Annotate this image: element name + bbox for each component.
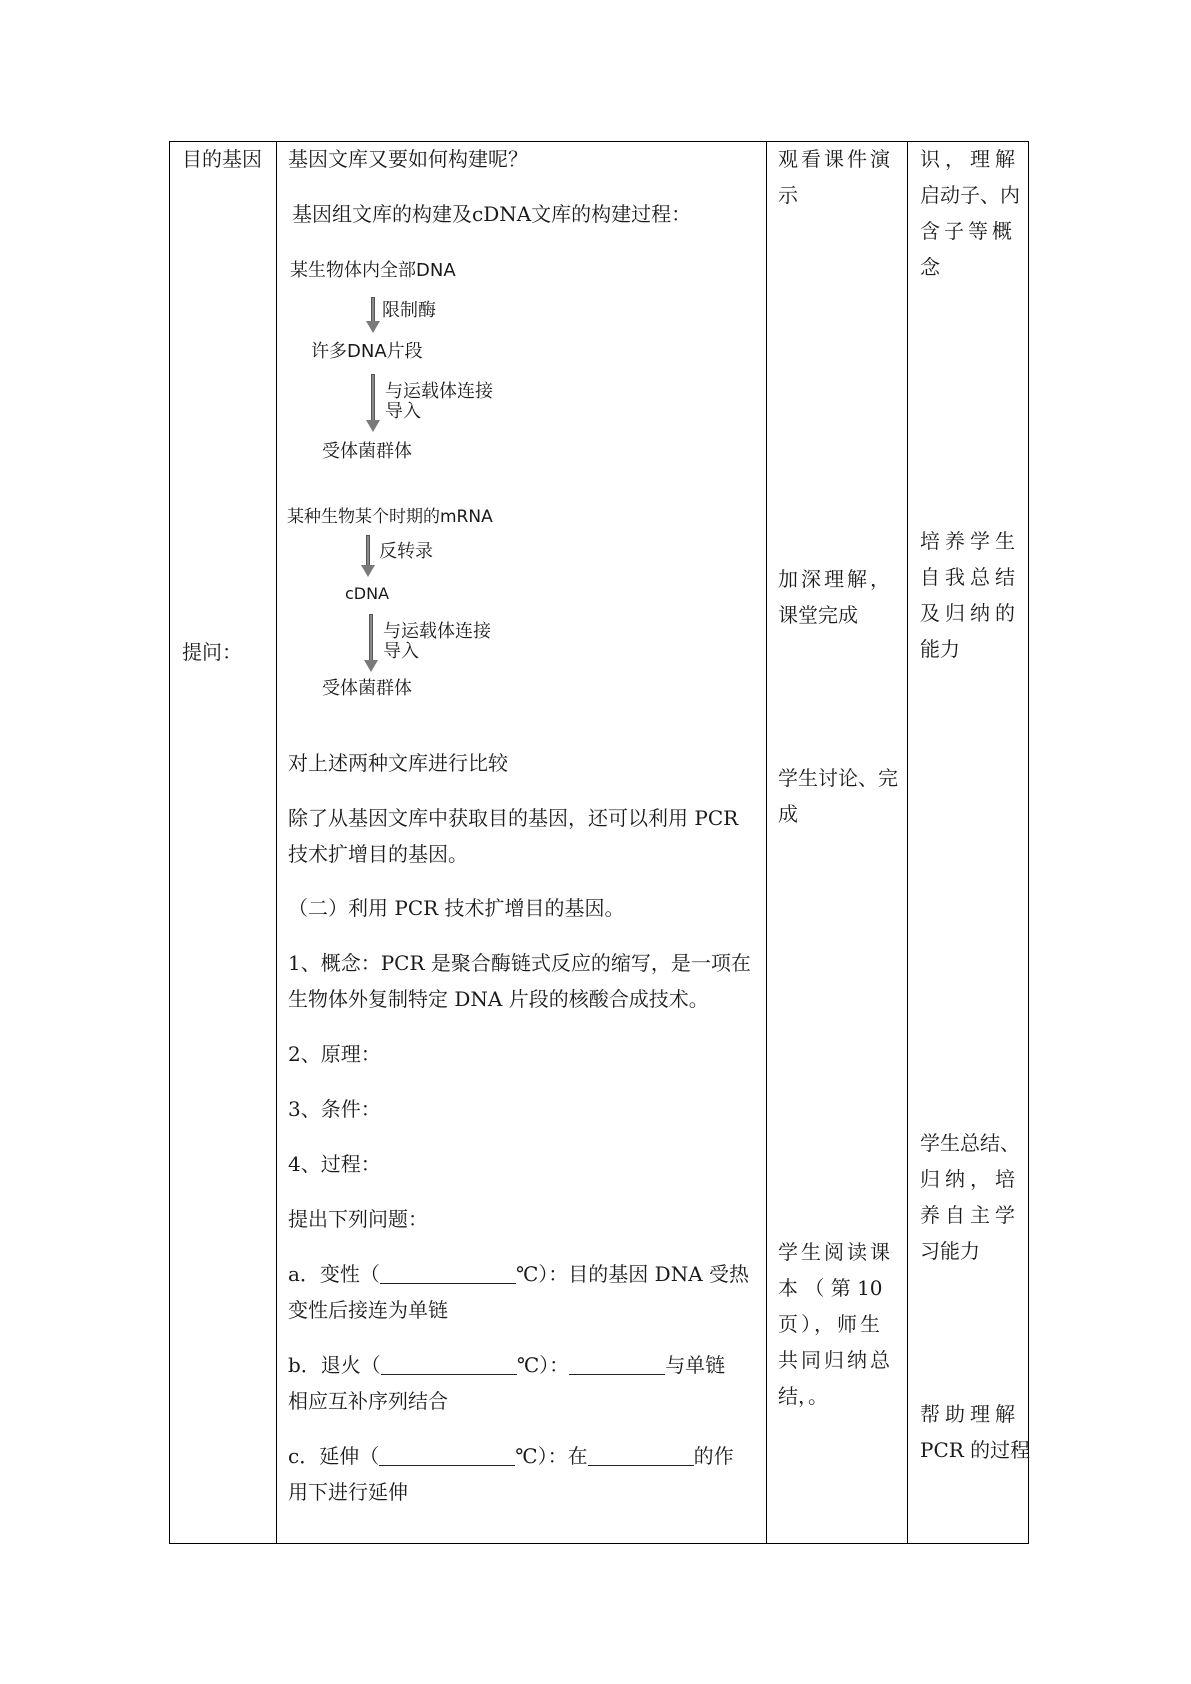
questions-label: 提出下列问题：: [288, 1207, 428, 1231]
principle-label: 2、原理：: [288, 1042, 381, 1066]
answer-blank-b-agent[interactable]: [569, 1354, 665, 1375]
question-c-text: ℃）：在: [515, 1444, 588, 1468]
activity-discuss-2: 成: [778, 802, 798, 826]
goal-1-line3: 含子等概: [920, 219, 1016, 243]
question-c-line1: [288, 1438, 734, 1474]
goal-3-line1: 学生总结、: [920, 1131, 1020, 1155]
answer-blank-c-enzyme[interactable]: [588, 1445, 694, 1466]
flow1-start: 某生物体内全部DNA: [290, 260, 456, 281]
goal-2-line1: 培养学生: [920, 529, 1020, 553]
question-construct: 基因文库又要如何构建呢？: [288, 147, 528, 171]
goal-2-line4: 能力: [920, 637, 960, 661]
goal-3-line3: 养自主学: [920, 1203, 1020, 1227]
concept-line2: 生物体外复制特定 DNA 片段的核酸合成技术。: [288, 987, 709, 1011]
topic-cell: 目的基因: [182, 147, 262, 171]
activity-read-1: 学生阅读课: [778, 1240, 893, 1264]
flow2-mid: cDNA: [345, 584, 390, 603]
question-c-prefix: c．延伸（: [288, 1444, 380, 1468]
goal-3-line4: 习能力: [920, 1239, 980, 1263]
flow1-step2-import: 导入: [385, 401, 421, 422]
question-b-suffix: 与单链: [665, 1353, 726, 1377]
goal-1-line2: 启动子、内: [920, 183, 1020, 207]
question-a-text: ℃）：目的基因 DNA 受热: [515, 1262, 750, 1286]
activity-watch-2: 示: [778, 183, 798, 207]
goal-1-line1: 识，理解: [920, 147, 1020, 171]
table-divider-3: [907, 141, 908, 1544]
answer-blank-c-temp[interactable]: [379, 1445, 515, 1466]
activity-read-2: 本 （ 第 10: [778, 1276, 883, 1300]
question-b-line2: 相应互补序列结合: [288, 1389, 448, 1413]
flow1-arrow-1: [369, 297, 377, 333]
pcr-intro-line1: 除了从基因文库中获取目的基因，还可以利用 PCR: [288, 806, 739, 830]
table-border-left: [169, 141, 170, 1544]
flow1-end: 受体菌群体: [322, 441, 412, 462]
answer-blank-a-temp[interactable]: [380, 1263, 516, 1284]
question-b-text: ℃）：: [516, 1353, 570, 1377]
flow1-step2-connect: 与运载体连接: [385, 381, 493, 402]
flow2-arrow-1: [364, 535, 372, 579]
answer-blank-b-temp[interactable]: [381, 1354, 517, 1375]
flow2-step2-connect: 与运载体连接: [383, 621, 491, 642]
activity-read-4: 共同归纳总: [778, 1348, 893, 1372]
conditions-label: 3、条件：: [288, 1097, 381, 1121]
question-c-line2: 用下进行延伸: [288, 1480, 408, 1504]
section-heading-pcr: （二）利用 PCR 技术扩增目的基因。: [288, 896, 625, 920]
question-label: 提问：: [182, 640, 242, 664]
question-a-prefix: a．变性（: [288, 1262, 380, 1286]
question-a-line2: 变性后接连为单链: [288, 1298, 448, 1322]
activity-discuss-1: 学生讨论、完: [778, 766, 898, 790]
pcr-intro-line2: 技术扩增目的基因。: [288, 842, 468, 866]
activity-deepen-2: 课堂完成: [778, 603, 858, 627]
flow2-arrow-2: [367, 614, 375, 674]
flow2-start: 某种生物某个时期的mRNA: [287, 507, 493, 527]
flow2-step1: 反转录: [379, 541, 433, 562]
goal-4-line1: 帮助理解: [920, 1402, 1020, 1426]
concept-line1: 1、概念：PCR 是聚合酶链式反应的缩写，是一项在: [288, 951, 751, 975]
construction-intro: 基因组文库的构建及cDNA文库的构建过程：: [292, 202, 692, 226]
activity-read-3: 页），师生: [778, 1312, 883, 1336]
activity-watch-1: 观看课件演: [778, 147, 893, 171]
activity-read-5: 结，。: [778, 1384, 828, 1408]
table-divider-1: [276, 141, 277, 1544]
question-b-prefix: b．退火（: [288, 1353, 381, 1377]
table-border-right: [1028, 141, 1029, 1544]
table-border-bottom: [169, 1543, 1029, 1544]
flow2-step2-import: 导入: [383, 641, 419, 662]
question-a-line1: [288, 1256, 749, 1292]
goal-2-line3: 及归纳的: [920, 601, 1020, 625]
goal-3-line2: 归纳，培: [920, 1167, 1020, 1191]
flow1-arrow-2: [369, 374, 377, 434]
goal-2-line2: 自我总结: [920, 565, 1020, 589]
goal-1-line4: 念: [920, 255, 940, 279]
flow2-end: 受体菌群体: [322, 678, 412, 699]
goal-4-line2: PCR 的过程: [920, 1438, 1031, 1462]
flow1-step1: 限制酶: [382, 300, 436, 321]
compare-text: 对上述两种文库进行比较: [288, 751, 508, 775]
question-b-line1: [288, 1347, 725, 1383]
table-divider-2: [766, 141, 767, 1544]
question-c-suffix: 的作: [693, 1444, 734, 1468]
flow1-mid: 许多DNA片段: [311, 341, 423, 362]
process-label: 4、过程：: [288, 1152, 381, 1176]
activity-deepen-1: 加深理解，: [778, 567, 893, 591]
